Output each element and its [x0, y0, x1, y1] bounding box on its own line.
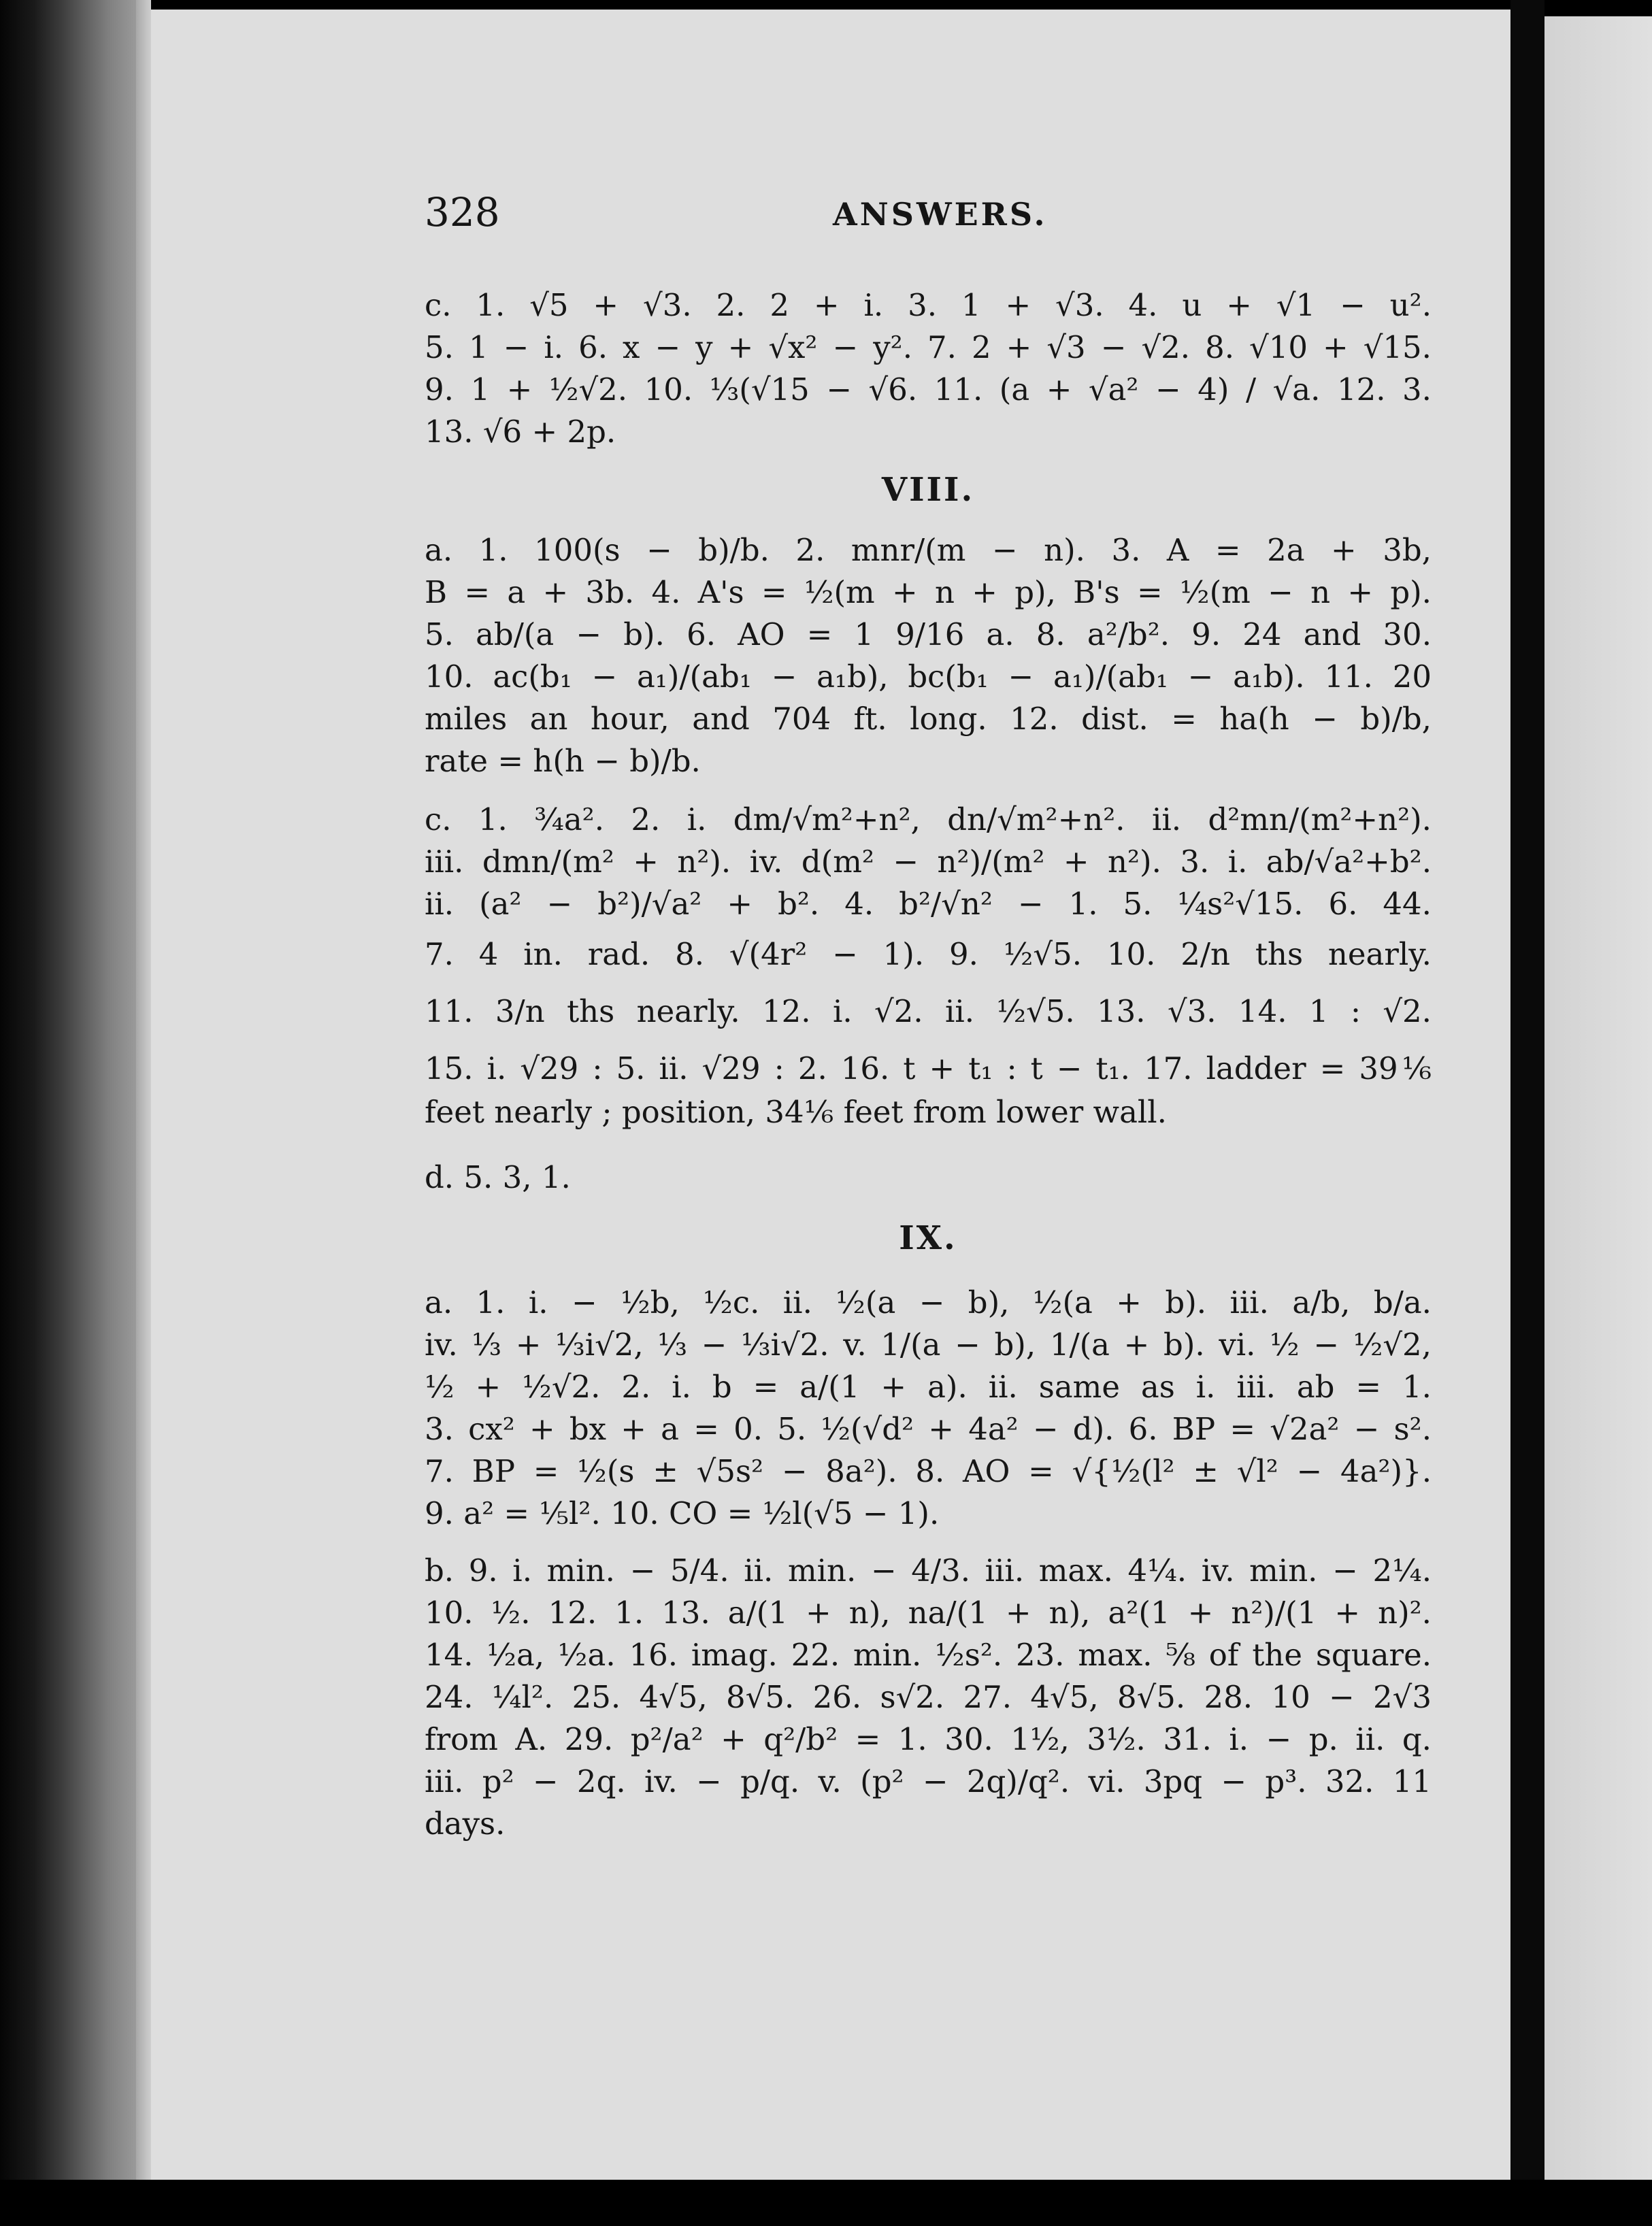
answer-line: from A. 29. p²/a² + q²/b² = 1. 30. 1½, 3½. 31. i. − p. ii. q.	[425, 1721, 1432, 1757]
answer-line: miles an hour, and 704 ft. long. 12. dist. = ha(h − b)/b,	[425, 701, 1432, 737]
answer-line: iii. dmn/(m² + n²). iv. d(m² − n²)/(m² + n²). 3. i. ab/√a²+b².	[425, 844, 1432, 880]
book-gutter	[1510, 0, 1544, 2226]
answer-line: 15. i. √29 : 5. ii. √29 : 2. 16. t + t₁ : t − t₁. 17. ladder = 39⅙	[425, 1050, 1432, 1086]
answer-line: 24. ¼l². 25. 4√5, 8√5. 26. s√2. 27. 4√5, 8√5. 28. 10 − 2√3	[425, 1679, 1432, 1715]
answer-line: c. 1. ¾a². 2. i. dm/√m²+n², dn/√m²+n². ii. d²mn/(m²+n²).	[425, 801, 1432, 837]
scan-bottom-edge	[0, 2180, 1652, 2226]
answer-line: 9. a² = ⅕l². 10. CO = ½l(√5 − 1).	[425, 1495, 940, 1531]
answer-line: rate = h(h − b)/b.	[425, 743, 701, 779]
book-spine-shadow	[0, 0, 136, 2226]
running-title: ANSWERS.	[833, 196, 1048, 233]
answer-line: iii. p² − 2q. iv. − p/q. v. (p² − 2q)/q². vi. 3pq − p³. 32. 11	[425, 1763, 1432, 1799]
answers-viii-d	[425, 1157, 1432, 1199]
answer-line: 10. ac(b₁ − a₁)/(ab₁ − a₁b), bc(b₁ − a₁)/(ab₁ − a₁b). 11. 20	[425, 659, 1432, 695]
answer-line: days.	[425, 1806, 506, 1842]
answer-line: 7. 4 in. rad. 8. √(4r² − 1). 9. ½√5. 10. 2/n ths nearly.	[425, 936, 1432, 972]
answer-line: 5. 1 − i. 6. x − y + √x² − y². 7. 2 + √3 − √2. 8. √10 + √15.	[425, 329, 1432, 365]
section-heading-viii: VIII.	[881, 471, 975, 509]
answer-line: ii. (a² − b²)/√a² + b². 4. b²/√n² − 1. 5. ¼s²√15. 6. 44.	[425, 886, 1432, 922]
adjacent-page-edge	[1544, 16, 1652, 2180]
answer-line: 10. ½. 12. 1. 13. a/(1 + n), na/(1 + n), a²(1 + n²)/(1 + n)².	[425, 1595, 1432, 1631]
answers-ix-b	[425, 1550, 1432, 1845]
answer-line: B = a + 3b. 4. A's = ½(m + n + p), B's = ½(m − n + p).	[425, 574, 1432, 610]
answer-line: 3. cx² + bx + a = 0. 5. ½(√d² + 4a² − d). 6. BP = √2a² − s².	[425, 1411, 1432, 1447]
page-edge	[136, 0, 151, 2226]
answer-line: 13. √6 + 2p.	[425, 414, 616, 450]
answer-line: feet nearly ; position, 34⅙ feet from lower wall.	[425, 1094, 1167, 1130]
answer-line: ½ + ½√2. 2. i. b = a/(1 + a). ii. same as i. iii. ab = 1.	[425, 1369, 1432, 1405]
section-heading-ix: IX.	[899, 1219, 957, 1257]
answers-viii-c	[425, 799, 1432, 1147]
answers-vii-c	[425, 284, 1432, 453]
page-header	[425, 189, 1432, 237]
answer-line: d. 5. 3, 1.	[425, 1159, 571, 1195]
page-number: 328	[425, 189, 500, 235]
answer-line: 14. ½a, ½a. 16. imag. 22. min. ½s². 23. max. ⅝ of the square.	[425, 1637, 1432, 1673]
answer-line: a. 1. 100(s − b)/b. 2. mnr/(m − n). 3. A = 2a + 3b,	[425, 532, 1432, 568]
answer-line: 5. ab/(a − b). 6. AO = 1 9/16 a. 8. a²/b². 9. 24 and 30.	[425, 616, 1432, 652]
answer-line: 7. BP = ½(s ± √5s² − 8a²). 8. AO = √{½(l² ± √l² − 4a²)}.	[425, 1453, 1432, 1489]
answer-line: b. 9. i. min. − 5/4. ii. min. − 4/3. iii. max. 4¼. iv. min. − 2¼.	[425, 1552, 1432, 1589]
answer-line: iv. ⅓ + ⅓i√2, ⅓ − ⅓i√2. v. 1/(a − b), 1/(a + b). vi. ½ − ½√2,	[425, 1327, 1432, 1363]
answer-line: 11. 3/n ths nearly. 12. i. √2. ii. ½√5. 13. √3. 14. 1 : √2.	[425, 993, 1432, 1029]
answers-viii-a	[425, 529, 1432, 782]
answer-line: 9. 1 + ½√2. 10. ⅓(√15 − √6. 11. (a + √a² − 4) / √a. 12. 3.	[425, 371, 1432, 408]
answer-line: a. 1. i. − ½b, ½c. ii. ½(a − b), ½(a + b). iii. a/b, b/a.	[425, 1284, 1432, 1320]
answers-ix-a	[425, 1282, 1432, 1535]
answer-line: c. 1. √5 + √3. 2. 2 + i. 3. 1 + √3. 4. u + √1 − u².	[425, 287, 1432, 323]
